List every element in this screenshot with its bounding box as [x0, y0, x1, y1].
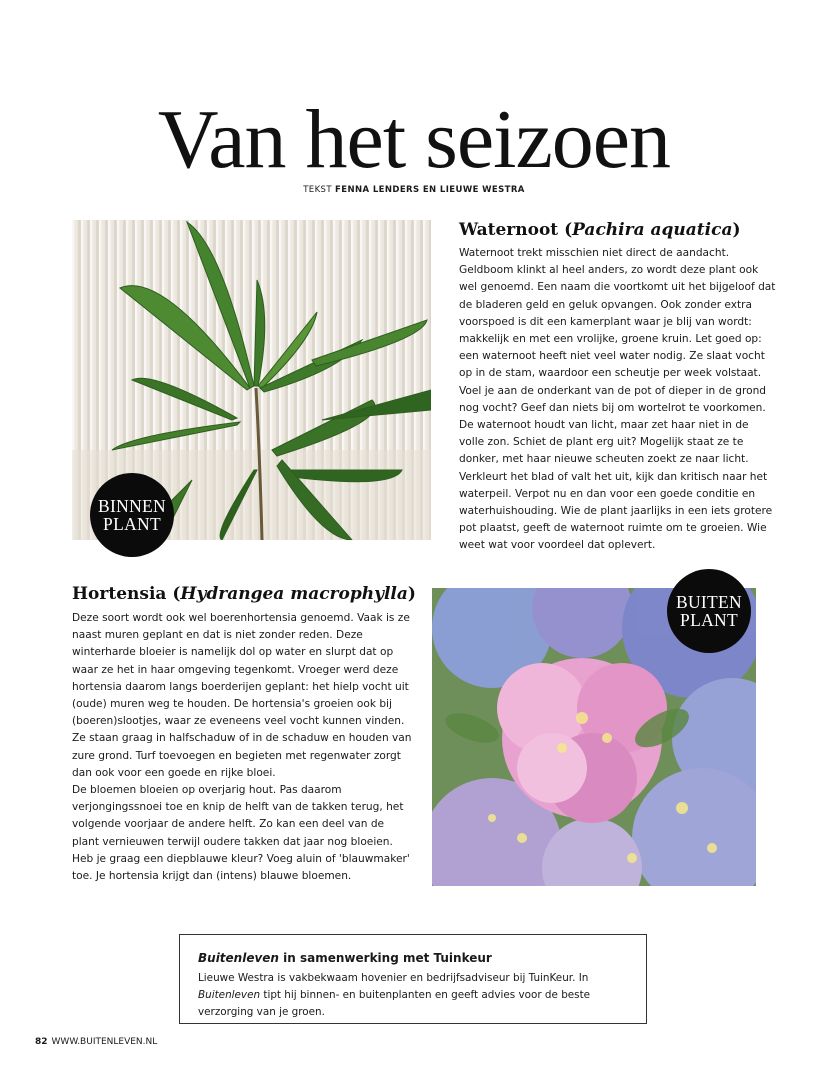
badge-line1: BUITEN: [676, 592, 742, 612]
info-box-title-rest: in samenwerking met Tuinkeur: [278, 951, 492, 965]
hortensia-paragraph-2: De bloemen bloeien op overjarig hout. Pas daarom verjongingssnoei toe en knip de helft van de takken terug, het volgende voorjaar de andere helft. Zo kan een deel van de plant vernieuwen terwijl oudere takken dat jaar nog bloeien. Heb je graag een diepblauwe kleur? Voeg aluin of 'blauwmaker' toe. Je hortensia krijgt dan (intens) blauwe bloemen.: [72, 784, 410, 883]
footer-site: WWW.BUITENLEVEN.NL: [51, 1037, 158, 1047]
binnen-plant-badge: [90, 473, 174, 557]
waternoot-heading: [459, 219, 779, 241]
byline-authors: FENNA LENDERS EN LIEUWE WESTRA: [335, 185, 525, 195]
hortensia-paragraph-1: Deze soort wordt ook wel boerenhortensia genoemd. Vaak is ze naast muren geplant en dat is niet zonder reden. Deze winterharde bloeier is namelijk dol op water en slurpt dat op waar ze het in haar omgeving tegenkomt. Vroeger werd deze hortensia daarom langs boerderijen geplant: het hielp vocht uit (oude) muren weg te houden. De hortensia's groeien ook bij (boeren)slootjes, waar ze eveneens veel vocht kunnen vinden. Ze staan graag in halfschaduw of in de schaduw en houden van zure grond. Turf toevoegen en begieten met regenwater zorgt dan ook voor een goede en rijke bloei.: [72, 612, 412, 779]
badge-line2: PLANT: [103, 514, 161, 534]
buiten-plant-badge: [667, 569, 751, 653]
info-box-title-italic: Buitenleven: [198, 951, 279, 965]
page-number: 82: [35, 1037, 48, 1047]
byline-label: TEKST: [303, 185, 332, 195]
badge-line1: BINNEN: [98, 496, 166, 516]
byline: [0, 185, 828, 195]
info-box-text: [198, 970, 626, 1021]
heading-latin: Pachira aquatica: [572, 220, 733, 240]
heading-text: Waternoot (: [459, 220, 573, 240]
heading-close: ): [732, 220, 741, 240]
heading-text: Hortensia (: [72, 584, 181, 604]
heading-latin: Hydrangea macrophylla: [180, 584, 408, 604]
info-box-title: [198, 951, 626, 965]
info-box: [179, 934, 647, 1024]
heading-close: ): [407, 584, 416, 604]
info-box-text-b: tipt hij binnen- en buitenplanten en geeft advies voor de beste verzorging van je groen.: [198, 989, 591, 1018]
badge-line2: PLANT: [680, 610, 738, 630]
page-title: Van het seizoen: [157, 93, 671, 186]
info-box-text-a: Lieuwe Westra is vakbekwaam hovenier en bedrijfsadviseur bij TuinKeur. In: [198, 972, 589, 984]
hortensia-heading: [72, 583, 422, 605]
hortensia-body: [72, 610, 412, 885]
page-footer: [35, 1037, 157, 1047]
waternoot-body: Waternoot trekt misschien niet direct de aandacht. Geldboom klinkt al heel anders, zo wordt deze plant ook wel genoemd. Een naam die voortkomt uit het bijgeloof dat de bladeren geld en geluk opvangen. Ook zonder extra voorspoed is dit een kamerplant waar je blij van wordt: makkelijk en met een vrolijke, groene kruin. Let goed op: een waternoot heeft niet veel water nodig. Ze slaat vocht op in de stam, waardoor een scheutje per week volstaat. Voel je aan de onderkant van de pot of dieper in de grond nog vocht? Geef dan niets bij om wortelrot te voorkomen. De waternoot houdt van licht, maar zet haar niet in de volle zon. Schiet de plant erg uit? Mogelijk staat ze te donker, met haar nieuwe scheuten zoekt ze naar licht. Verkleurt het blad of valt het uit, kijk dan kritisch naar het waterpeil. Verpot nu en dan voor een goede conditie en waterhuishouding. Wie de plant jaarlijks in een iets grotere pot plaatst, geeft de waternoot ruimte om te groeien. Wie weet wat voor voordeel dat oplevert.: [459, 247, 776, 552]
info-box-text-italic: Buitenleven: [198, 989, 261, 1001]
